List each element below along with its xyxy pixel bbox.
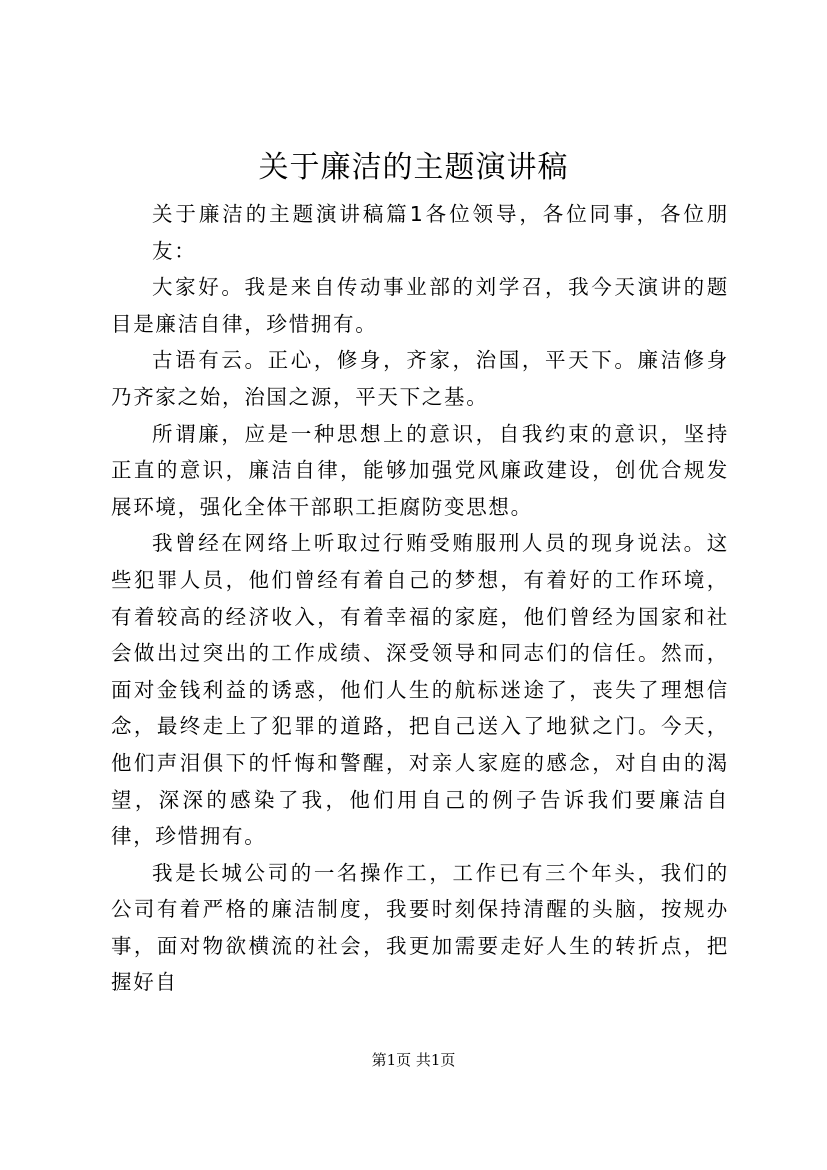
paragraph-story: 我曾经在网络上听取过行贿受贿服刑人员的现身说法。这些犯罪人员，他们曾经有着自己的梦想，有着好的工作环境，有着较高的经济收入，有着幸福的家庭，他们曾经为国家和社会做出过突出的工作成绩、深受领导和同志们的信任。然而，面对金钱利益的诱惑，他们人生的航标迷途了，丧失了理想信念，最终走上了犯罪的道路，把自己送入了地狱之门。今天，他们声泪俱下的忏悔和警醒，对亲人家庭的感念，对自由的渴望，深深的感染了我，他们用自己的例子告诉我们要廉洁自律，珍惜拥有。 bbox=[111, 531, 729, 849]
document-body bbox=[111, 196, 729, 1001]
paragraph-greeting: 大家好。我是来自传动事业部的刘学召，我今天演讲的题目是廉洁自律，珍惜拥有。 bbox=[111, 275, 729, 336]
paragraph-definition: 所谓廉，应是一种思想上的意识，自我约束的意识，坚持正直的意识，廉洁自律，能够加强党风廉政建设，创优合规发展环境，强化全体干部职工拒腐防变思想。 bbox=[111, 421, 729, 519]
page-footer: 第1页 共1页 bbox=[371, 1051, 456, 1069]
paragraph-self: 我是长城公司的一名操作工，工作已有三个年头，我们的公司有着严格的廉洁制度，我要时刻保持清醒的头脑，按规办事，面对物欲横流的社会，我更加需要走好人生的转折点，把握好自 bbox=[111, 860, 729, 995]
document-title: 关于廉洁的主题演讲稿 bbox=[258, 150, 569, 185]
paragraph-quote: 古语有云。正心，修身，齐家，治国，平天下。廉洁修身乃齐家之始，治国之源，平天下之基。 bbox=[111, 348, 729, 409]
paragraph-intro: 关于廉洁的主题演讲稿篇1各位领导，各位同事，各位朋友： bbox=[152, 202, 729, 263]
